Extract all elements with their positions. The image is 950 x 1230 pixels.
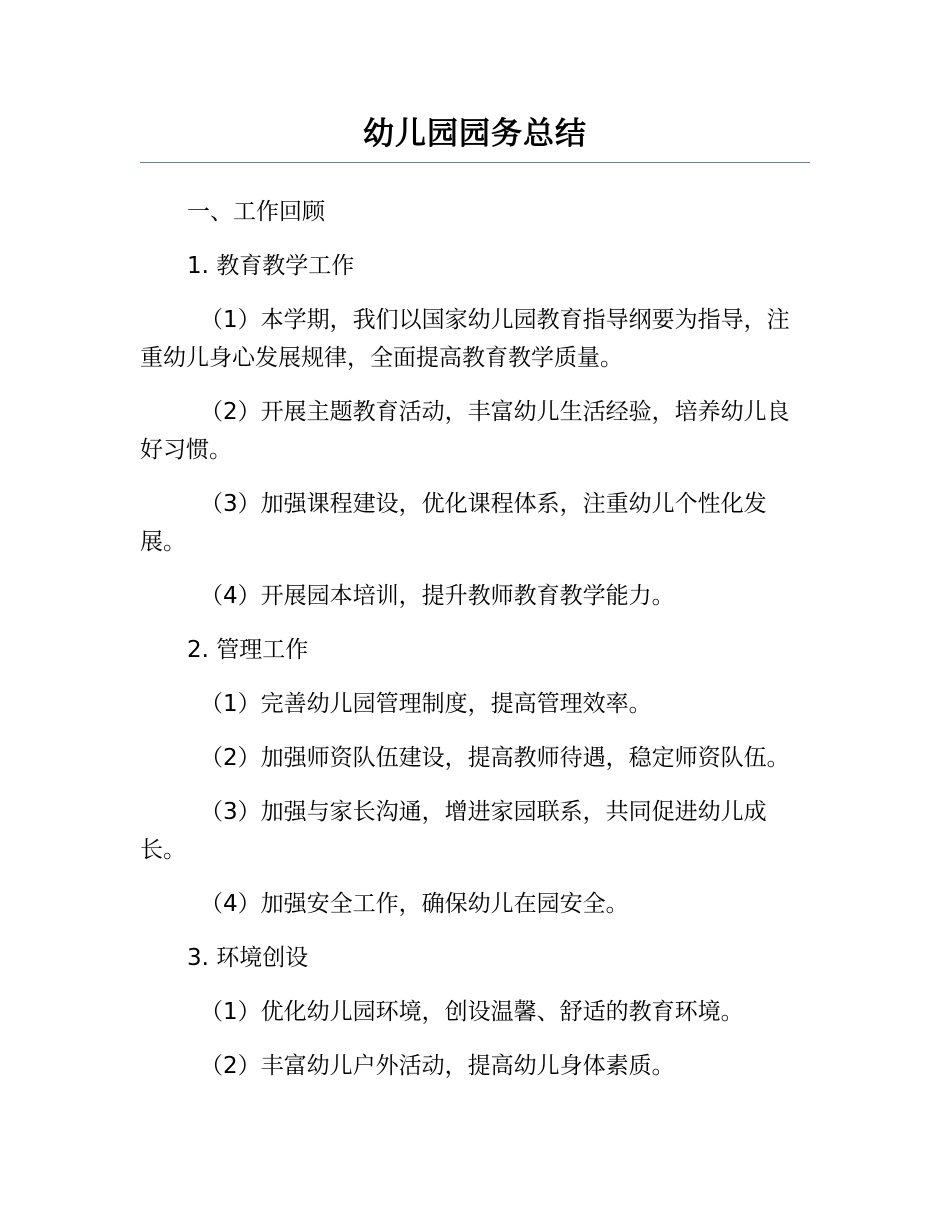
subsection-heading: 3. 环境创设 (187, 945, 309, 971)
list-item: （1）优化幼儿园环境，创设温馨、舒适的教育环境。 (200, 999, 744, 1025)
document-title: 幼儿园园务总结 (363, 116, 587, 152)
list-item: （4）开展园本培训，提升教师教育教学能力。 (200, 583, 675, 609)
list-item: （1）完善幼儿园管理制度，提高管理效率。 (200, 691, 652, 717)
section-heading: 一、工作回顾 (187, 199, 325, 225)
list-item: （2）开展主题教育活动，丰富幼儿生活经验，培养幼儿良好习惯。 (140, 399, 790, 463)
title-underline (140, 162, 810, 163)
subsection-heading: 1. 教育教学工作 (187, 253, 355, 279)
list-item: （1）本学期，我们以国家幼儿园教育指导纲要为指导，注重幼儿身心发展规律，全面提高教育教学质量。 (140, 307, 790, 371)
list-item: （3）加强与家长沟通，增进家园联系，共同促进幼儿成长。 (140, 799, 767, 863)
document-body (140, 193, 810, 1101)
subsection-heading: 2. 管理工作 (187, 637, 309, 663)
list-item: （2）加强师资队伍建设，提高教师待遇，稳定师资队伍。 (200, 745, 790, 771)
list-item: （3）加强课程建设，优化课程体系，注重幼儿个性化发展。 (140, 491, 767, 555)
list-item: （4）加强安全工作，确保幼儿在园安全。 (200, 891, 629, 917)
list-item: （2）丰富幼儿户外活动，提高幼儿身体素质。 (200, 1053, 675, 1079)
